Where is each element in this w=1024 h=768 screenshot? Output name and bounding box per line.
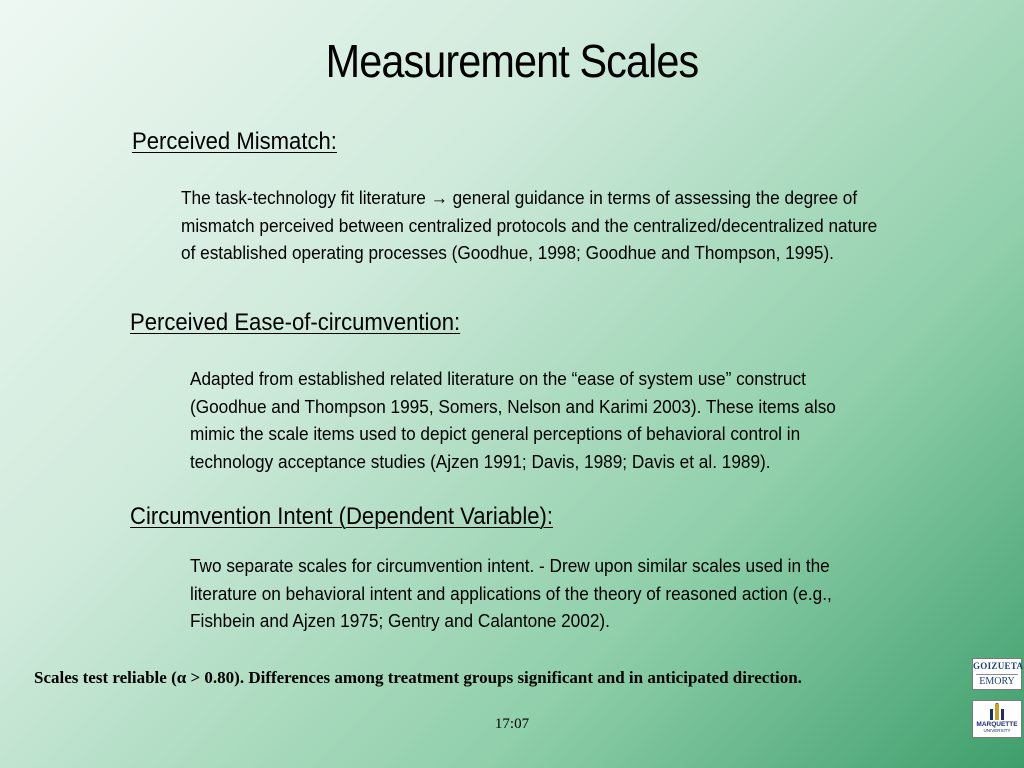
paragraph-line: mimic the scale items used to depict general perceptions of behavioral control in <box>190 423 801 444</box>
paragraph-perceived-ease <box>190 365 836 475</box>
paragraph-line: Adapted from established related literature on the “ease of system use” construct <box>190 368 806 389</box>
marquette-logo-text: MARQUETTE <box>976 721 1018 728</box>
heading-perceived-mismatch: Perceived Mismatch: <box>132 128 337 155</box>
logo-divider <box>976 674 1018 675</box>
heading-perceived-ease: Perceived Ease-of-circumvention: <box>130 309 461 336</box>
emory-logo-text: EMORY <box>979 676 1015 687</box>
paragraph-line: Two separate scales for circumvention intent. - Drew upon similar scales used in the <box>190 555 830 576</box>
paragraph-line: of established operating processes (Goodhue, 1998; Goodhue and Thompson, 1995). <box>181 242 834 263</box>
marquette-tower-icon <box>987 703 1007 721</box>
reliability-note: Scales test reliable (α > 0.80). Differences among treatment groups significant and in anticipated direction. <box>34 668 802 687</box>
paragraph-circumvention-intent <box>190 552 832 635</box>
paragraph-line: literature on behavioral intent and applications of the theory of reasoned action (e.g., <box>190 582 832 604</box>
marquette-logo-subtext: UNIVERSITY <box>983 728 1011 733</box>
slide-time: 17:07 <box>494 716 530 732</box>
paragraph-line: (Goodhue and Thompson 1995, Somers, Nelson and Karimi 2003). These items also <box>190 395 836 417</box>
marquette-logo <box>972 700 1022 738</box>
slide-title: Measurement Scales <box>325 35 699 87</box>
goizueta-emory-logo <box>972 658 1022 690</box>
goizueta-logo-text: GOIZUETA <box>973 661 1024 671</box>
paragraph-line: technology acceptance studies (Ajzen 1991; Davis, 1989; Davis et al. 1989). <box>190 450 771 472</box>
heading-circumvention-intent: Circumvention Intent (Dependent Variable): <box>130 503 554 530</box>
paragraph-line: The task-technology fit literature → general guidance in terms of assessing the degree of <box>181 187 858 208</box>
paragraph-perceived-mismatch <box>181 184 877 267</box>
paragraph-line: mismatch perceived between centralized protocols and the centralized/decentralized nature <box>181 214 878 236</box>
paragraph-line: Fishbein and Ajzen 1975; Gentry and Calantone 2002). <box>190 610 610 631</box>
